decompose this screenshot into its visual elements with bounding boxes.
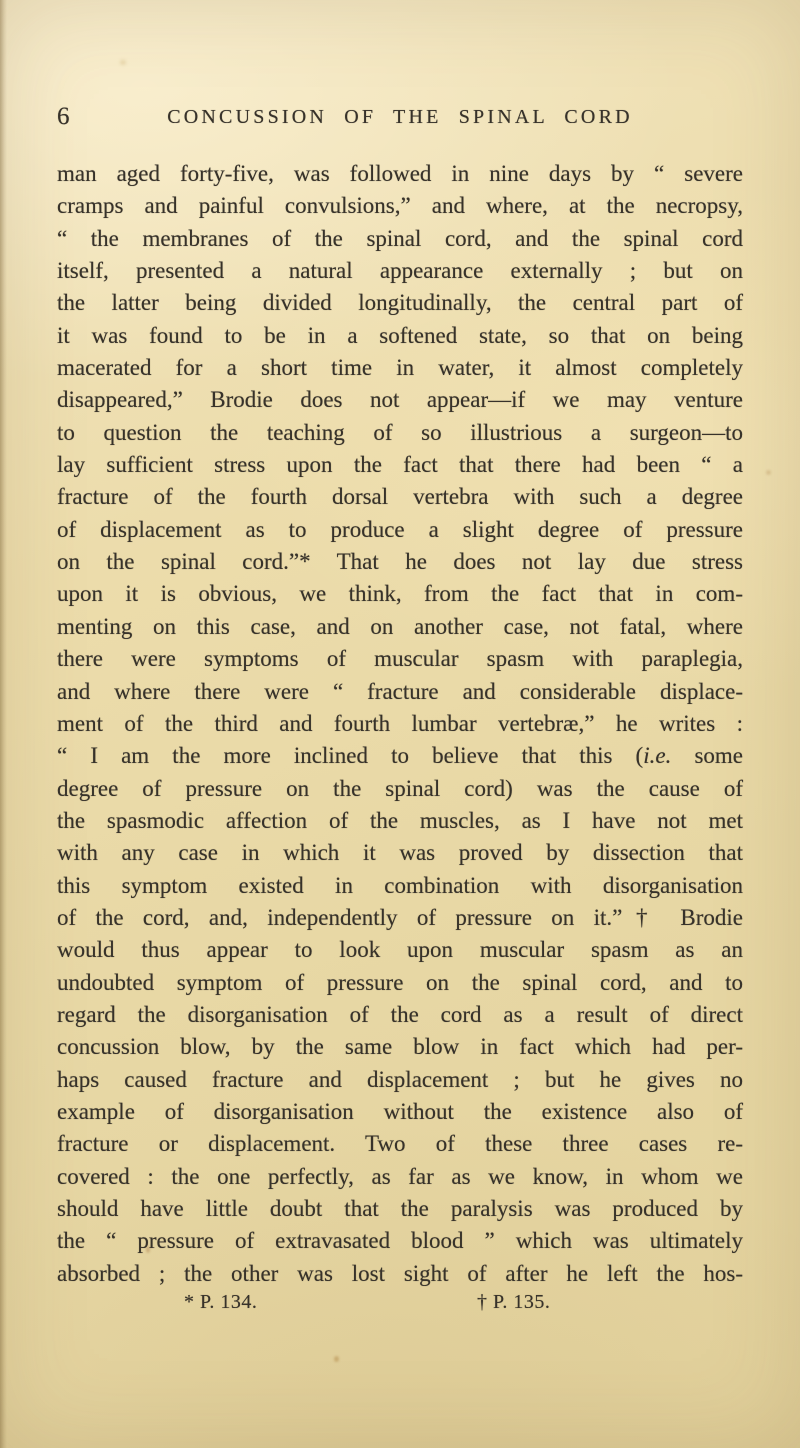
text-line: this symptom existed in combination with disorganisation [57,872,743,898]
text-line: “ I am the more inclined to believe that this (i.e. some [57,743,743,769]
paper-speck [120,60,126,65]
text-line: upon it is obvious, we think, from the fact that in com- [57,581,743,607]
text-line: concussion blow, by the same blow in fact which had per- [57,1034,743,1060]
text-line: there were symptoms of muscular spasm with paraplegia, [57,646,743,672]
text-line: fracture or displacement. Two of these three cases re- [57,1131,743,1157]
text-line: haps caused fracture and displacement ; but he gives no [57,1066,743,1092]
text-line: of the cord, and, independently of pressure on it.”† Brodie [57,904,743,930]
text-line: of displacement as to produce a slight degree of pressure [57,516,743,542]
page-number: 6 [57,103,70,130]
paper-speck [766,470,771,475]
paper-speck [334,1356,339,1362]
text-line: with any case in which it was proved by dissection that [57,840,743,866]
text-line: undoubted symptom of pressure on the spinal cord, and to [57,969,743,995]
text-line: the “ pressure of extravasated blood ” which was ultimately [57,1228,743,1254]
text-line: it was found to be in a softened state, so that on being [57,322,743,348]
text-line: would thus appear to look upon muscular spasm as an [57,937,743,963]
text-line: man aged forty-five, was followed in nine days by “ severe [57,161,743,186]
text-line: regard the disorganisation of the cord as a result of direct [57,1001,743,1027]
text-line: to question the teaching of so illustrious a surgeon—to [57,419,743,445]
footnotes [57,1291,743,1323]
text-line: degree of pressure on the spinal cord) was the cause of [57,775,743,801]
footnote-page-134: * P. 134. [184,1291,258,1313]
text-line: the latter being divided longitudinally, the central part of [57,290,743,316]
text-line: itself, presented a natural appearance externally ; but on [57,258,743,284]
text-line: menting on this case, and on another case, not fatal, where [57,613,743,639]
text-line: lay sufficient stress upon the fact that there had been “ a [57,452,743,478]
text-line: “ the membranes of the spinal cord, and the spinal cord [57,225,743,251]
text-line: example of disorganisation without the existence also of [57,1098,743,1124]
text-line: the spasmodic affection of the muscles, as I have not met [57,807,743,833]
text-line: should have little doubt that the paralysis was produced by [57,1196,743,1221]
text-line: absorbed ; the other was lost sight of after he left the hos- [57,1260,743,1286]
page-header [57,103,743,133]
text-line: ment of the third and fourth lumbar vertebræ,” he writes : [57,710,743,736]
text-line: macerated for a short time in water, it almost completely [57,355,743,381]
text-line: disappeared,” Brodie does not appear—if we may venture [57,387,743,413]
text-line: cramps and painful convulsions,” and where, at the necropsy, [57,193,743,219]
text-line: and where there were “ fracture and considerable displace- [57,678,743,704]
text-line: fracture of the fourth dorsal vertebra with such a degree [57,484,743,510]
footnote-page-135: † P. 135. [477,1291,551,1313]
body-text [57,158,743,1290]
text-line: covered : the one perfectly, as far as we know, in whom we [57,1163,743,1189]
running-header: CONCUSSION OF THE SPINAL CORD [167,106,633,128]
text-line: on the spinal cord.”* That he does not lay due stress [57,549,743,575]
page-left-edge-shadow [0,0,7,1448]
